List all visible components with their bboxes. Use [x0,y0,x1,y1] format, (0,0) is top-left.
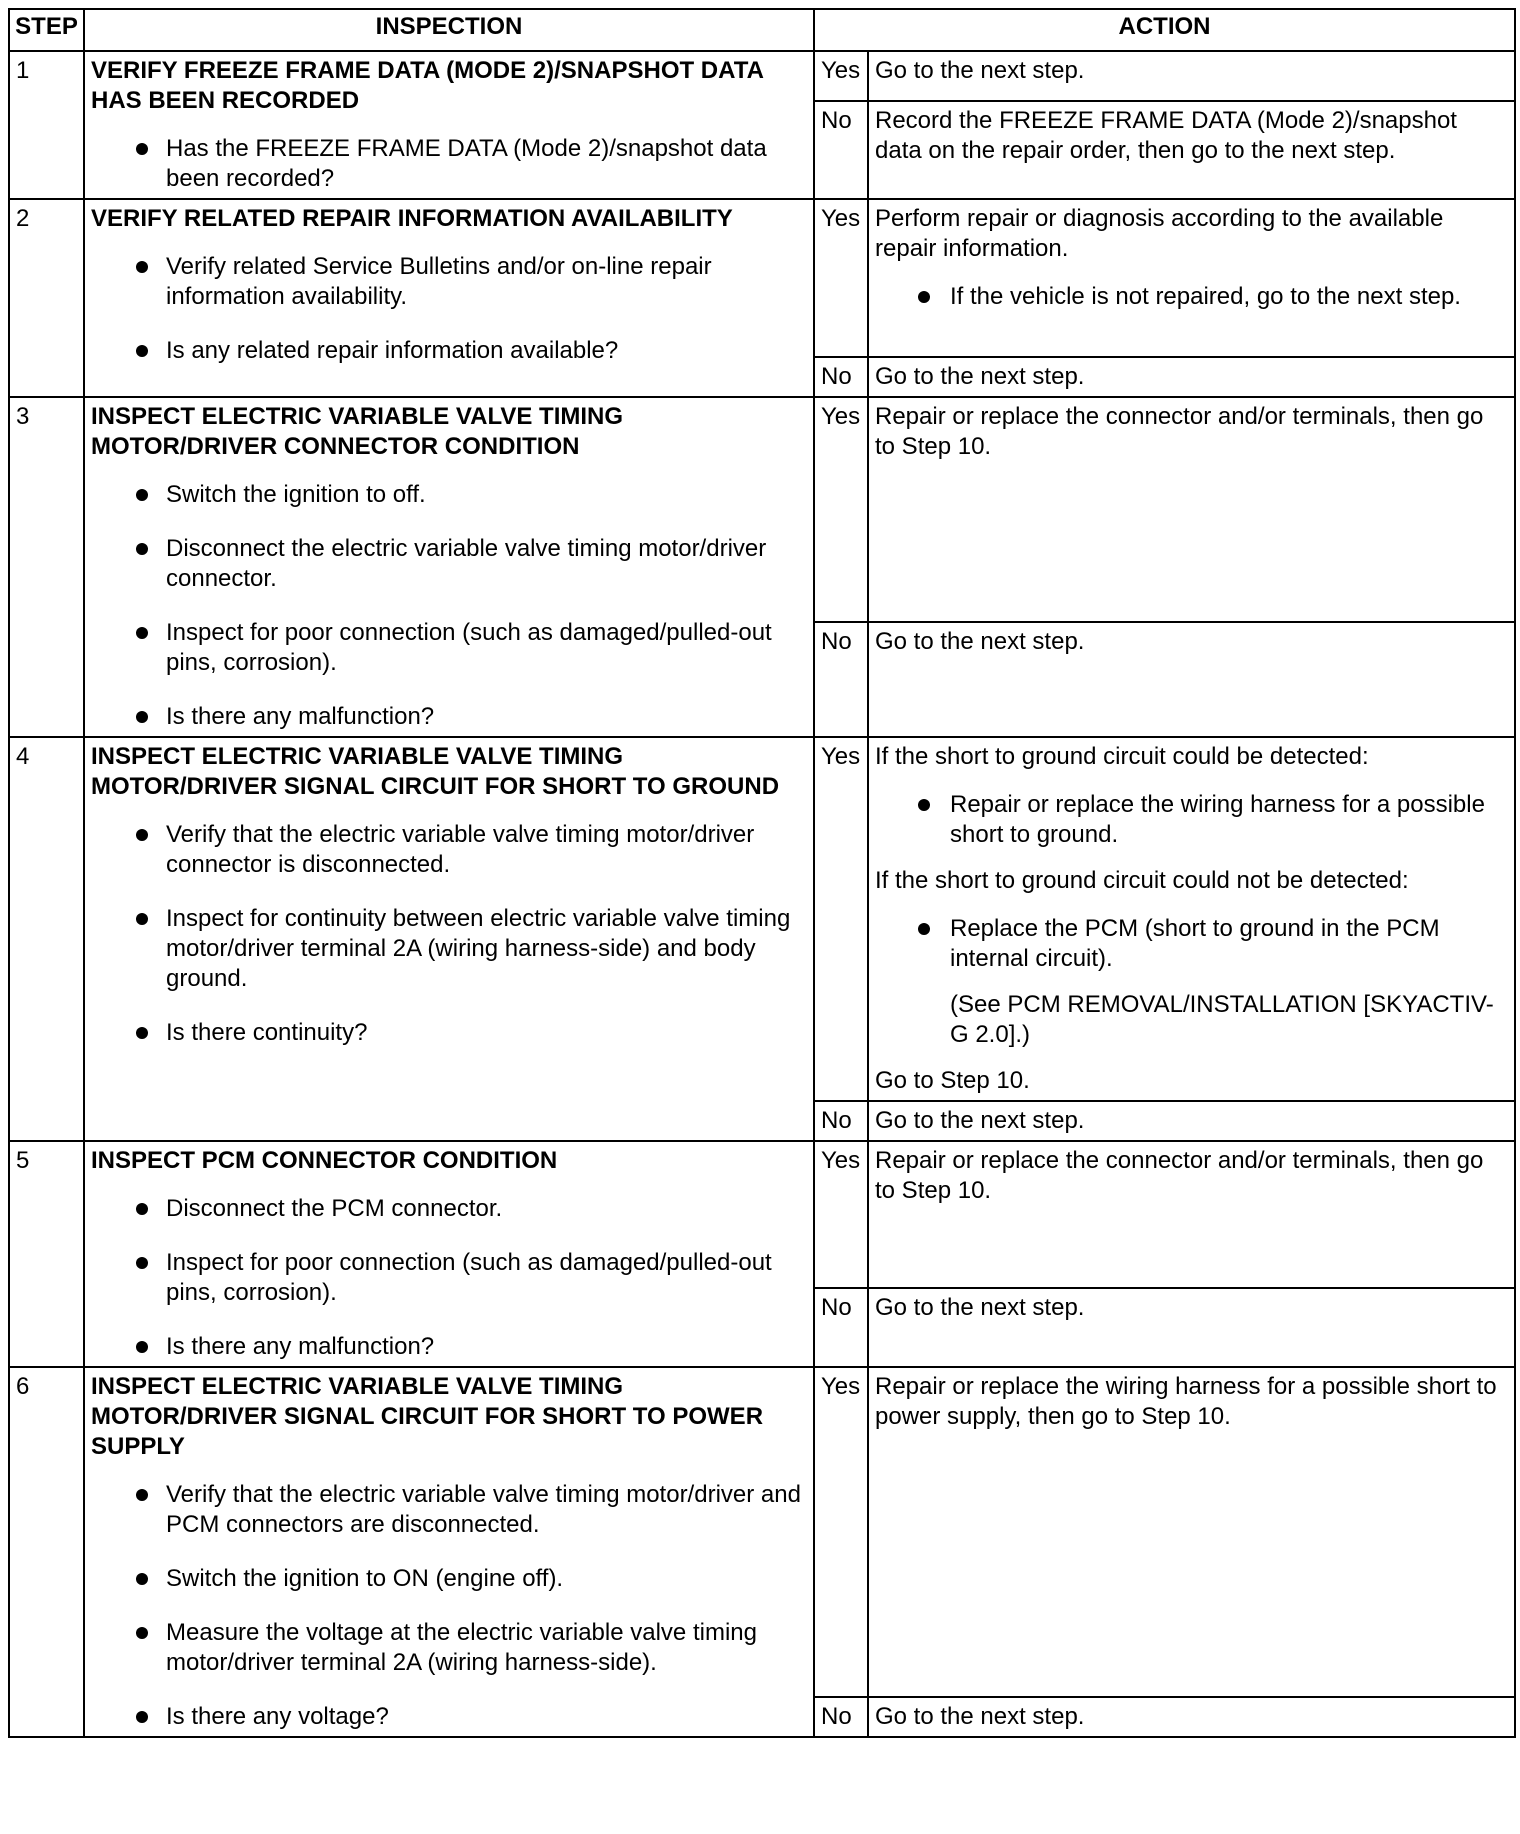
inspection-bullets [91,252,807,366]
step-number: 3 [9,397,84,737]
header-action: ACTION [814,9,1515,51]
inspection-bullet: Verify that the electric variable valve timing motor/driver connector is disconnected. [91,820,807,880]
inspection-bullet: Disconnect the PCM connector. [91,1194,807,1224]
no-label: No [814,622,868,737]
yes-action [868,199,1515,357]
yes-action [868,397,1515,622]
inspection-bullet: Is there any voltage? [91,1702,807,1732]
no-label: No [814,1288,868,1367]
step-row-yes [9,199,1515,357]
action-text: Go to Step 10. [875,1067,1030,1094]
yes-action [868,51,1515,101]
inspection-bullet: Has the FREEZE FRAME DATA (Mode 2)/snapshot data been recorded? [91,134,807,194]
inspection-cell [84,199,814,397]
inspection-bullet: Inspect for continuity between electric variable valve timing motor/driver terminal 2A (wiring harness-side) and body ground. [91,904,807,994]
action-text: If the short to ground circuit could not be detected: [875,867,1409,894]
inspection-bullet: Inspect for poor connection (such as damaged/pulled-out pins, corrosion). [91,618,807,678]
yes-label: Yes [814,737,868,1101]
action-bullets [875,914,1508,974]
inspection-bullets [91,134,807,194]
inspection-cell [84,1367,814,1737]
action-text: Record the FREEZE FRAME DATA (Mode 2)/snapshot data on the repair order, then go to the next step. [875,107,1457,164]
inspection-bullet: Measure the voltage at the electric variable valve timing motor/driver terminal 2A (wiring harness-side). [91,1618,807,1678]
action-text: Repair or replace the connector and/or terminals, then go to Step 10. [875,1147,1484,1204]
yes-action [868,737,1515,1101]
diagnostic-table [8,8,1516,1738]
no-label: No [814,101,868,199]
action-bullet: If the vehicle is not repaired, go to the next step. [875,282,1508,312]
inspection-bullet: Is any related repair information available? [91,336,807,366]
action-bullets [875,790,1508,850]
inspection-cell [84,737,814,1141]
header-step: STEP [9,9,84,51]
no-label: No [814,1697,868,1737]
inspection-bullet: Switch the ignition to off. [91,480,807,510]
inspection-bullets [91,820,807,1048]
action-text: If the short to ground circuit could be detected: [875,743,1369,770]
step-row-yes [9,1367,1515,1697]
inspection-bullet: Is there any malfunction? [91,1332,807,1362]
action-bullet: Repair or replace the wiring harness for a possible short to ground. [875,790,1508,850]
yes-label: Yes [814,199,868,357]
inspection-title: INSPECT PCM CONNECTOR CONDITION [91,1147,558,1174]
inspection-bullets [91,1480,807,1732]
no-action [868,357,1515,397]
action-text: Go to the next step. [875,363,1085,390]
diagnostic-procedure-page [8,8,1516,1738]
header-inspection: INSPECTION [84,9,814,51]
yes-label: Yes [814,1367,868,1697]
no-action [868,1288,1515,1367]
action-bullets [875,282,1508,312]
no-action [868,101,1515,199]
no-label: No [814,357,868,397]
step-row-yes [9,737,1515,1101]
yes-action [868,1367,1515,1697]
step-number: 6 [9,1367,84,1737]
inspection-bullet: Is there any malfunction? [91,702,807,732]
yes-action [868,1141,1515,1288]
step-number: 5 [9,1141,84,1367]
reference-note: (See PCM REMOVAL/INSTALLATION [SKYACTIV-G 2.0].) [950,991,1494,1048]
no-action [868,1101,1515,1141]
action-text: Go to the next step. [875,57,1085,84]
inspection-bullet: Switch the ignition to ON (engine off). [91,1564,807,1594]
inspection-title: INSPECT ELECTRIC VARIABLE VALVE TIMING MOTOR/DRIVER SIGNAL CIRCUIT FOR SHORT TO GROUND [91,743,780,800]
inspection-cell [84,51,814,199]
yes-label: Yes [814,51,868,101]
inspection-cell [84,1141,814,1367]
no-action [868,1697,1515,1737]
step-number: 2 [9,199,84,397]
inspection-bullet: Disconnect the electric variable valve timing motor/driver connector. [91,534,807,594]
step-row-yes [9,1141,1515,1288]
inspection-bullet: Inspect for poor connection (such as damaged/pulled-out pins, corrosion). [91,1248,807,1308]
action-text: Go to the next step. [875,1107,1085,1134]
inspection-title: INSPECT ELECTRIC VARIABLE VALVE TIMING MOTOR/DRIVER SIGNAL CIRCUIT FOR SHORT TO POWER SUPPLY [91,1373,764,1460]
inspection-title: VERIFY FREEZE FRAME DATA (MODE 2)/SNAPSHOT DATA HAS BEEN RECORDED [91,57,764,114]
step-row-yes [9,51,1515,101]
inspection-bullet: Verify that the electric variable valve timing motor/driver and PCM connectors are disconnected. [91,1480,807,1540]
action-text: Go to the next step. [875,1294,1085,1321]
action-text: Perform repair or diagnosis according to the available repair information. [875,205,1444,262]
inspection-title: VERIFY RELATED REPAIR INFORMATION AVAILABILITY [91,205,733,232]
inspection-title: INSPECT ELECTRIC VARIABLE VALVE TIMING MOTOR/DRIVER CONNECTOR CONDITION [91,403,624,460]
no-action [868,622,1515,737]
inspection-bullets [91,1194,807,1362]
inspection-bullets [91,480,807,732]
inspection-cell [84,397,814,737]
step-row-yes [9,397,1515,622]
step-number: 4 [9,737,84,1141]
no-label: No [814,1101,868,1141]
yes-label: Yes [814,397,868,622]
action-bullet: Replace the PCM (short to ground in the PCM internal circuit). [875,914,1508,974]
action-text: Go to the next step. [875,628,1085,655]
step-number: 1 [9,51,84,199]
action-text: Go to the next step. [875,1703,1085,1730]
action-text: Repair or replace the connector and/or terminals, then go to Step 10. [875,403,1484,460]
action-text: Repair or replace the wiring harness for a possible short to power supply, then go to Step 10. [875,1373,1497,1430]
inspection-bullet: Verify related Service Bulletins and/or on-line repair information availability. [91,252,807,312]
yes-label: Yes [814,1141,868,1288]
inspection-bullet: Is there continuity? [91,1018,807,1048]
header-row [9,9,1515,51]
